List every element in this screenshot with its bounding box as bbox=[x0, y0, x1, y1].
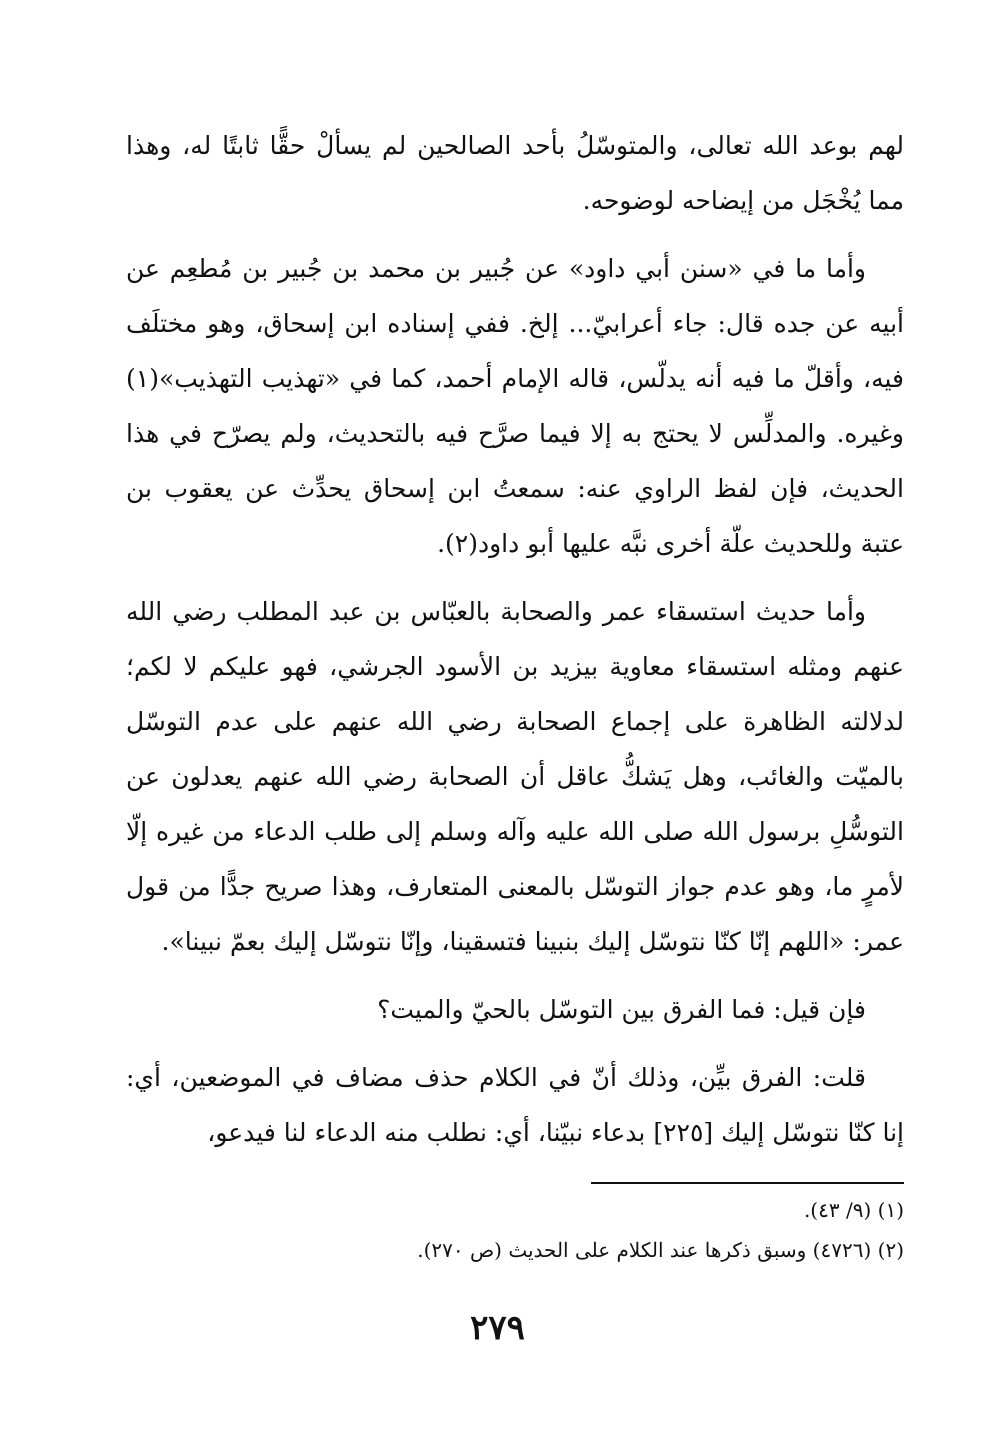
footnotes bbox=[204, 1190, 904, 1270]
body-paragraph-1: لهم بوعد الله تعالى، والمتوسّلُ بأحد الصالحين لم يسألْ حقًّا ثابتًا له، وهذا مما يُخْجَل من إيضاحه لوضوحه. bbox=[126, 131, 904, 215]
footnote-divider bbox=[591, 1182, 904, 1184]
body-paragraph-4: فإن قيل: فما الفرق بين التوسّل بالحيّ والميت؟ bbox=[377, 995, 866, 1024]
body-paragraph-2: وأما ما في «سنن أبي داود» عن جُبير بن محمد بن جُبير بن مُطعِم عن أبيه عن جده قال: جاء أعرابيّ... إلخ. ففي إسناده ابن إسحاق، وهو مختلَف فيه، وأقلّ ما فيه أنه يدلّس، قاله الإمام أحمد، كما في «تهذيب التهذيب»(١) وغيره. والمدلِّس لا يحتج به إلا فيما صرَّح فيه بالتحديث، ولم يصرّح في هذا الحديث، فإن لفظ الراوي عنه: سمعتُ ابن إسحاق يحدِّث عن يعقوب بن عتبة وللحديث علّة أخرى نبَّه عليها أبو داود(٢). bbox=[126, 254, 904, 558]
body-paragraph-3: وأما حديث استسقاء عمر والصحابة بالعبّاس بن عبد المطلب رضي الله عنهم ومثله استسقاء معاوية بيزيد بن الأسود الجرشي، فهو عليكم لا لكم؛ لدلالته الظاهرة على إجماع الصحابة رضي الله عنهم على عدم التوسّل بالميّت والغائب، وهل يَشكُّ عاقل أن الصحابة رضي الله عنهم يعدلون عن التوسُّلِ برسول الله صلى الله عليه وآله وسلم إلى طلب الدعاء من غيره إلّا لأمرٍ ما، وهو عدم جواز التوسّل بالمعنى المتعارف، وهذا صريح جدًّا من قول عمر: «اللهم إنّا كنّا نتوسّل إليك بنبينا فتسقينا، وإنّا نتوسّل إليك بعمّ نبينا». bbox=[126, 597, 904, 956]
page-number: ٢٧٩ bbox=[470, 1308, 525, 1348]
page-body bbox=[126, 118, 904, 1160]
body-paragraph-5: قلت: الفرق بيِّن، وذلك أنّ في الكلام حذف مضاف في الموضعين، أي: إنا كنّا نتوسّل إليك [٢٢٥] بدعاء نبيّنا، أي: نطلب منه الدعاء لنا فيدعو، bbox=[126, 1063, 904, 1147]
footnote-2: (٢) (٤٧٢٦) وسبق ذكرها عند الكلام على الحديث (ص ٢٧٠). bbox=[417, 1238, 904, 1262]
footnote-1: (١) (٩/ ٤٣). bbox=[803, 1198, 904, 1222]
